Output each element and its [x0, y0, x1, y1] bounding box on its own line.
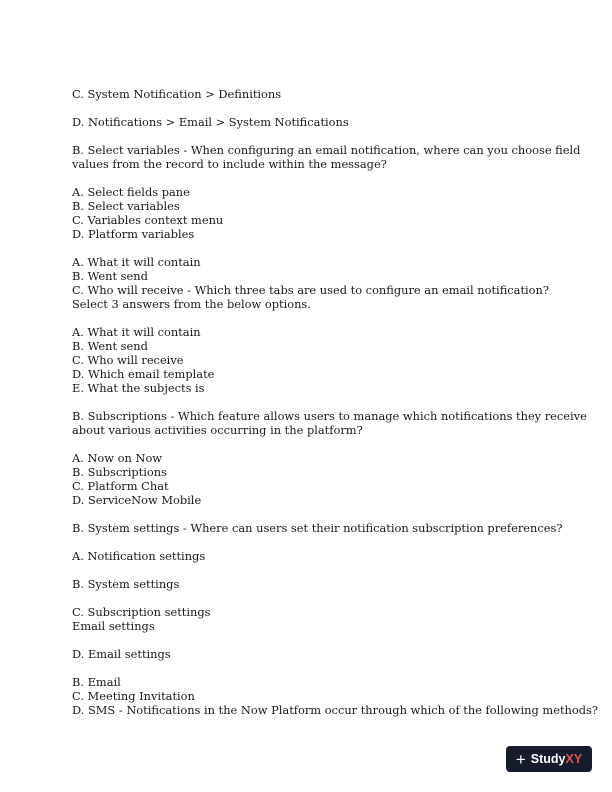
option-line: B. Went send [72, 339, 148, 353]
question-line: B. Select variables - When configuring an email notification, where can you choose field [72, 143, 581, 157]
question-line: about various activities occurring in the platform? [72, 423, 363, 437]
option-line: B. Email [72, 675, 121, 689]
question-line: B. System settings - Where can users set their notification subscription preferences? [72, 521, 563, 535]
option-line: B. Went send [72, 269, 148, 283]
text-line: D. Notifications > Email > System Notifications [72, 115, 349, 129]
option-line: A. What it will contain [72, 255, 201, 269]
brand-accent-text: XY [565, 752, 583, 766]
option-line: C. Subscription settings [72, 605, 211, 619]
option-line: D. Which email template [72, 367, 215, 381]
option-line: A. What it will contain [72, 325, 201, 339]
option-line: D. ServiceNow Mobile [72, 493, 202, 507]
option-line: A. Notification settings [72, 549, 206, 563]
option-line: E. What the subjects is [72, 381, 205, 395]
plus-icon: + [515, 749, 526, 769]
option-line: B. System settings [72, 577, 180, 591]
brand-main-text: Study [530, 752, 566, 766]
option-line: C. Variables context menu [72, 213, 224, 227]
option-line: A. Now on Now [72, 451, 163, 465]
question-line: B. Subscriptions - Which feature allows users to manage which notifications they receive [72, 409, 587, 423]
option-line: Email settings [72, 619, 155, 633]
option-line: D. Email settings [72, 647, 171, 661]
option-line: C. Meeting Invitation [72, 689, 195, 703]
option-line: B. Subscriptions [72, 465, 167, 479]
question-line: Select 3 answers from the below options. [72, 297, 311, 311]
option-line: B. Select variables [72, 199, 180, 213]
text-line: C. System Notification > Definitions [72, 87, 282, 101]
question-line: values from the record to include within the message? [72, 157, 387, 171]
option-line: D. Platform variables [72, 227, 195, 241]
studyxy-badge[interactable] [506, 746, 592, 772]
option-line: A. Select fields pane [72, 185, 190, 199]
question-line: C. Who will receive - Which three tabs are used to configure an email notification? [72, 283, 549, 297]
option-line: C. Who will receive [72, 353, 184, 367]
question-line: D. SMS - Notifications in the Now Platform occur through which of the following methods? [72, 703, 598, 717]
option-line: C. Platform Chat [72, 479, 169, 493]
